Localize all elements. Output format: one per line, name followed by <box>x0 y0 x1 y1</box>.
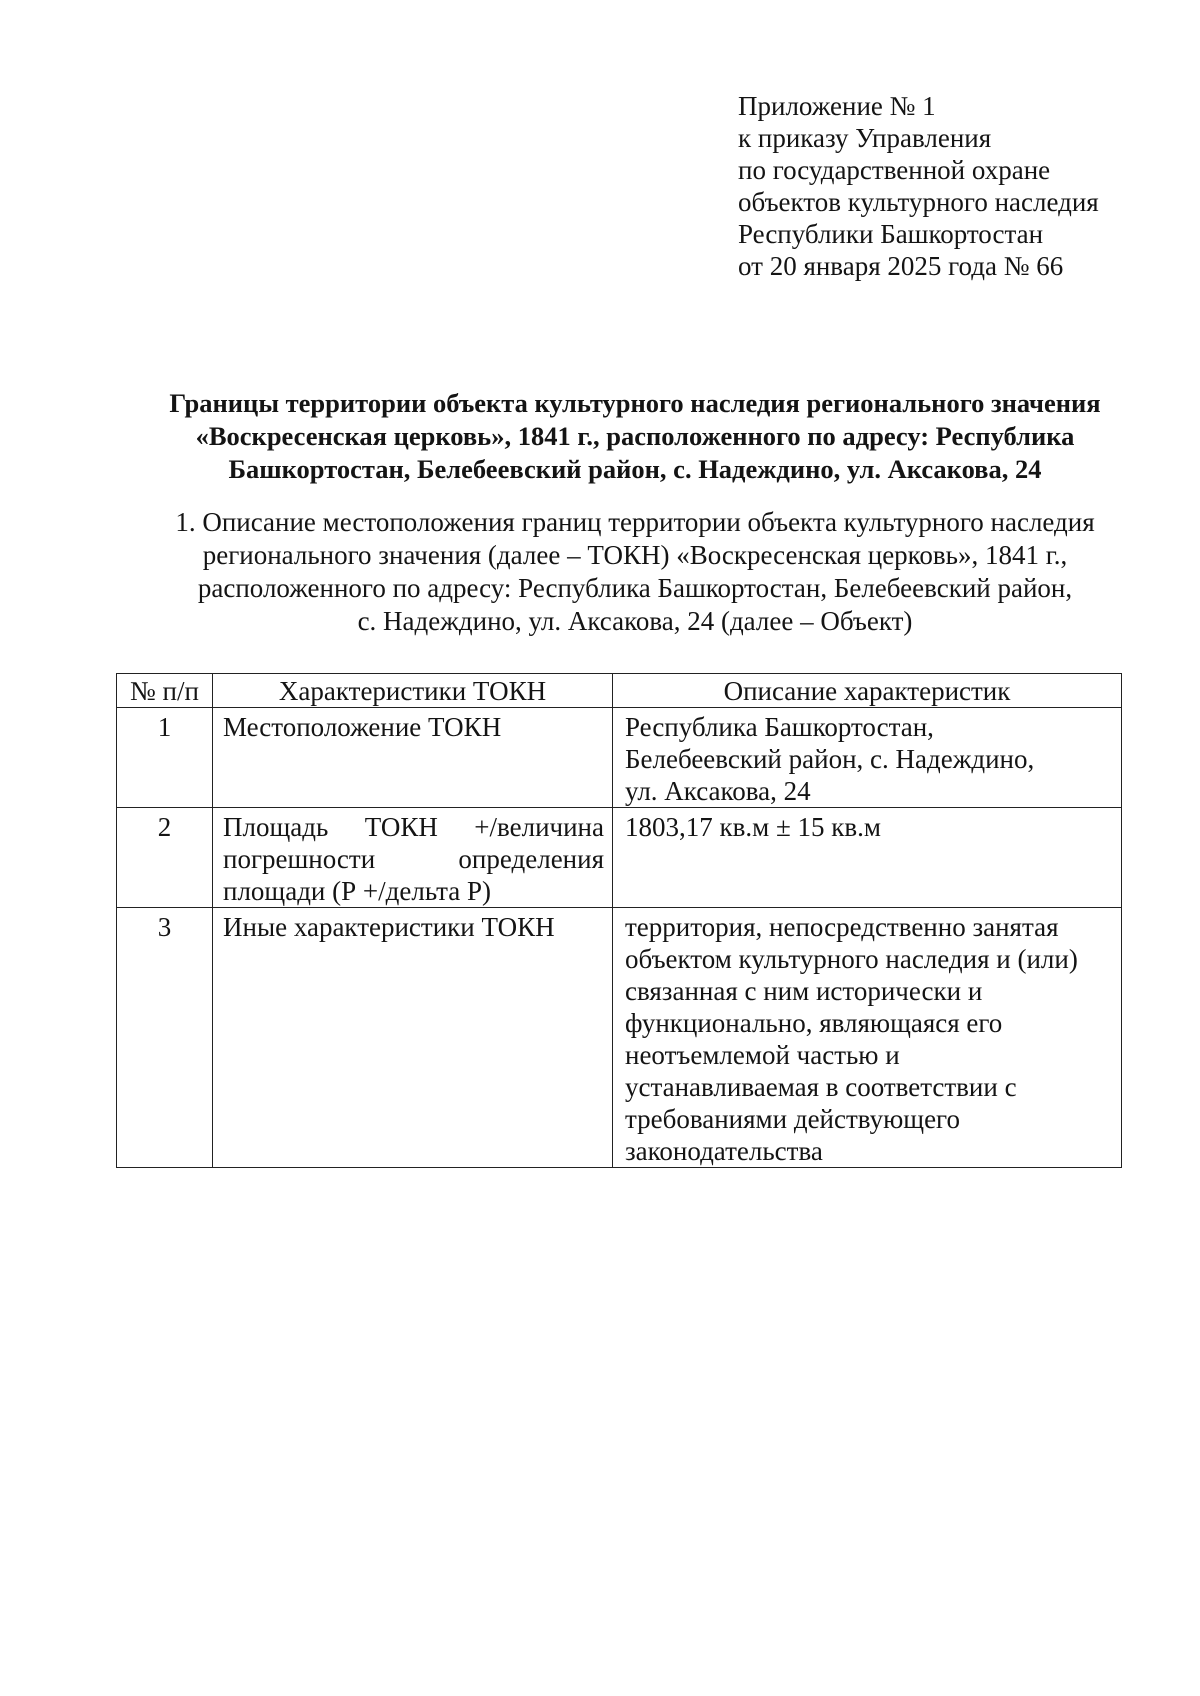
appendix-line: Приложение № 1 <box>738 91 936 121</box>
description-line: требованиями действующего <box>625 1104 960 1134</box>
description-line: территория, непосредственно занятая <box>625 912 1059 942</box>
title-line: «Воскресенская церковь», 1841 г., расположенного по адресу: Республика <box>195 421 1075 451</box>
appendix-line: от 20 января 2025 года № 66 <box>738 251 1064 281</box>
appendix-line: к приказу Управления <box>738 123 992 153</box>
description-line: ул. Аксакова, 24 <box>625 776 811 806</box>
section-line: с. Надеждино, ул. Аксакова, 24 (далее – Объект) <box>357 606 913 636</box>
title-line: Границы территории объекта культурного наследия регионального значения <box>169 388 1101 418</box>
description-line: функционально, являющаяся его <box>625 1008 1003 1038</box>
characteristic-line: Местоположение ТОКН <box>223 712 502 742</box>
row-characteristic <box>213 908 613 1168</box>
characteristic-line: площади (Р +/дельта Р) <box>223 876 491 906</box>
row-number: 1 <box>117 708 213 808</box>
header-characteristic: Характеристики ТОКН <box>213 674 613 708</box>
row-number: 3 <box>117 908 213 1168</box>
description-line: связанная с ним исторически и <box>625 976 983 1006</box>
appendix-line: Республики Башкортостан <box>738 219 1044 249</box>
table-header-row <box>117 674 1122 708</box>
table-row <box>117 808 1122 908</box>
appendix-line: по государственной охране <box>738 155 1051 185</box>
description-line: объектом культурного наследия и (или) <box>625 944 1078 974</box>
table-row <box>117 708 1122 808</box>
characteristic-line: погрешности определения <box>223 844 604 874</box>
description-line: Белебеевский район, с. Надеждино, <box>625 744 1035 774</box>
description-line: неотъемлемой частью и <box>625 1040 900 1070</box>
row-characteristic <box>213 708 613 808</box>
section-line: регионального значения (далее – ТОКН) «Воскресенская церковь», 1841 г., <box>202 540 1068 570</box>
header-description: Описание характеристик <box>613 674 1122 708</box>
header-number: № п/п <box>117 674 213 708</box>
description-line: 1803,17 кв.м ± 15 кв.м <box>625 812 881 842</box>
appendix-line: объектов культурного наследия <box>738 187 1099 217</box>
section-heading <box>120 506 1150 638</box>
document-title <box>120 387 1150 486</box>
description-line: устанавливаемая в соответствии с <box>625 1072 1017 1102</box>
title-line: Башкортостан, Белебеевский район, с. Надеждино, ул. Аксакова, 24 <box>228 454 1042 484</box>
description-line: Республика Башкортостан, <box>625 712 934 742</box>
row-number: 2 <box>117 808 213 908</box>
row-description <box>613 808 1122 908</box>
characteristic-line: Площадь ТОКН +/величина <box>223 812 604 842</box>
row-description <box>613 908 1122 1168</box>
row-description <box>613 708 1122 808</box>
section-line: 1. Описание местоположения границ территории объекта культурного наследия <box>175 507 1095 537</box>
table-row <box>117 908 1122 1168</box>
row-characteristic <box>213 808 613 908</box>
description-line: законодательства <box>625 1136 823 1166</box>
characteristic-line: Иные характеристики ТОКН <box>223 912 555 942</box>
section-line: расположенного по адресу: Республика Башкортостан, Белебеевский район, <box>197 573 1073 603</box>
characteristics-table <box>116 673 1122 1168</box>
appendix-header <box>738 90 1099 282</box>
